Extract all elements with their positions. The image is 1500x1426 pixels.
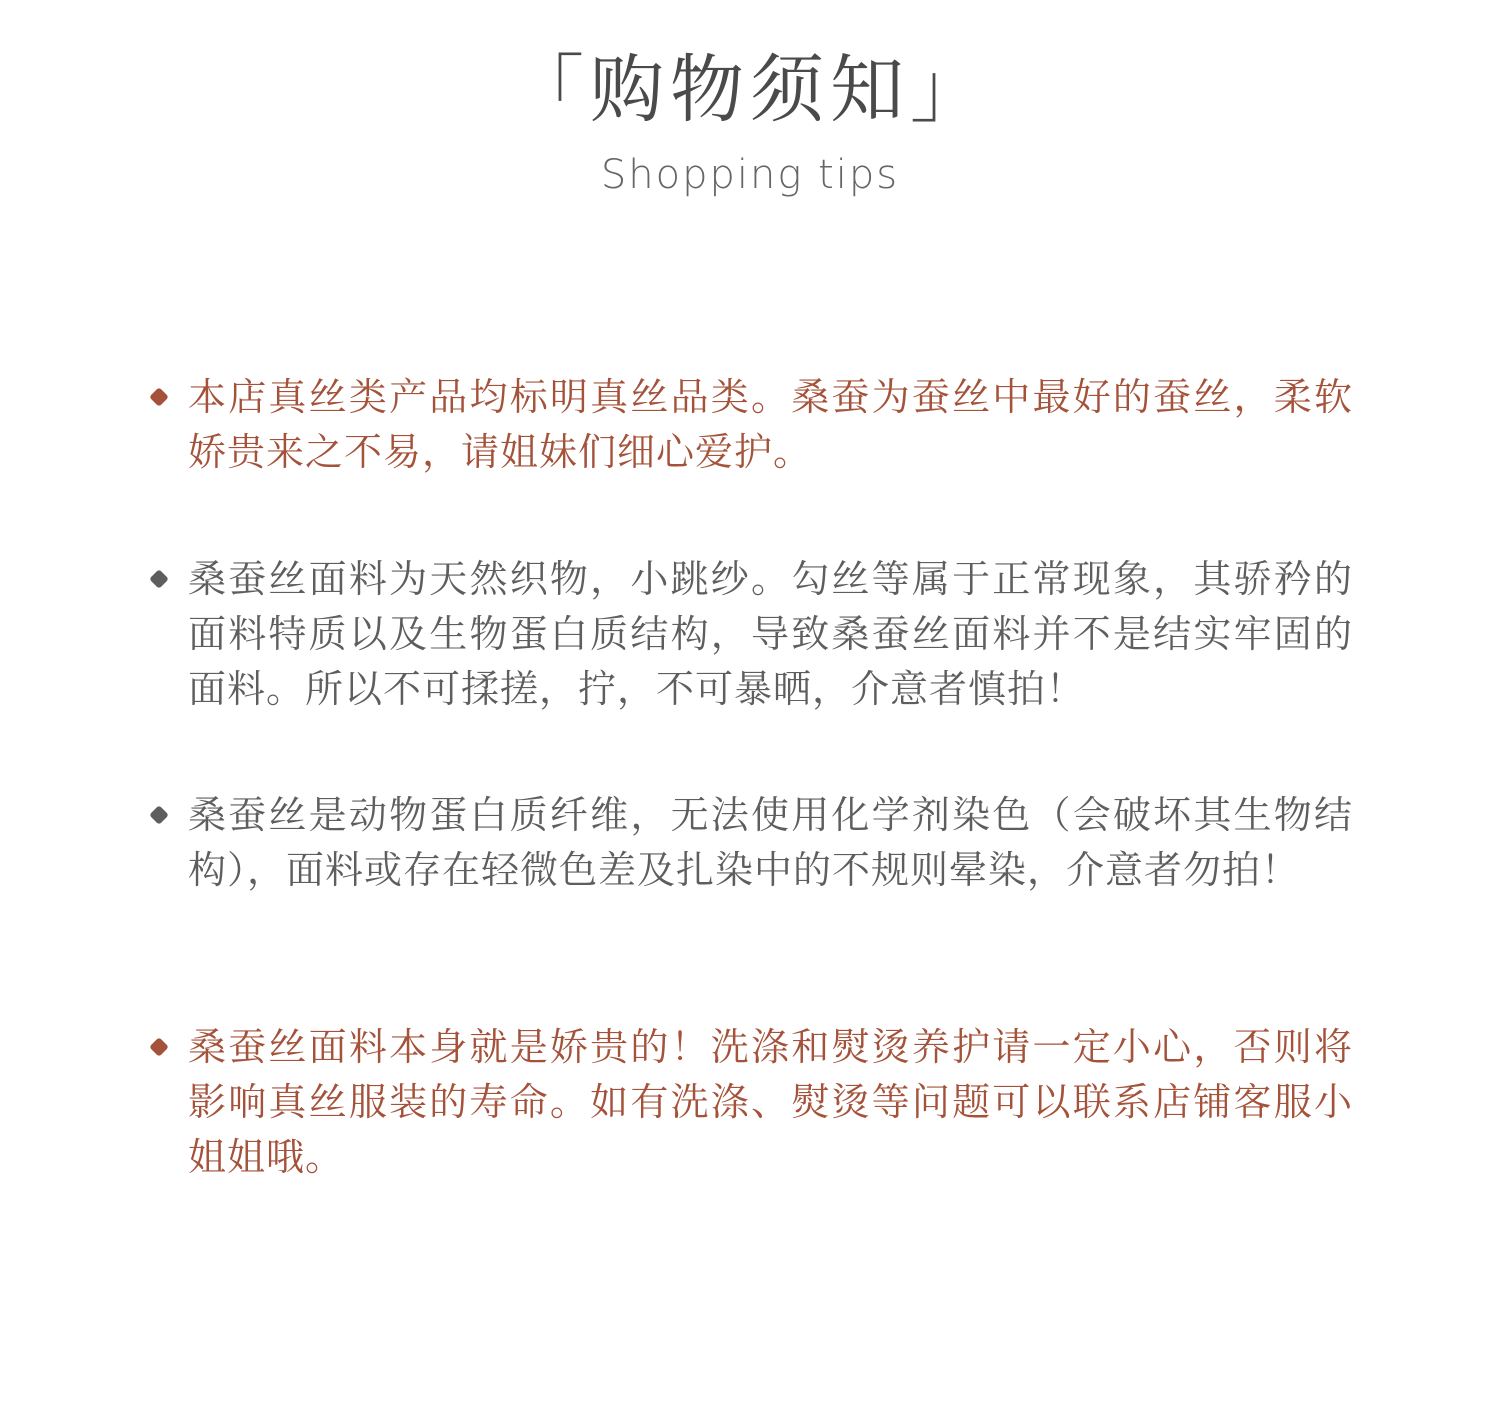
page-subtitle: Shopping tips [600,152,900,198]
tip-text: 本店真丝类产品均标明真丝品类。桑蚕为蚕丝中最好的蚕丝，柔软娇贵来之不易，请姐妹们细心爱护。 [188,375,1353,474]
tip-text: 桑蚕丝面料本身就是娇贵的！洗涤和熨烫养护请一定小心，否则将影响真丝服装的寿命。如有洗涤、熨烫等问题可以联系店铺客服小姐姐哦。 [188,1025,1353,1179]
diamond-bullet-icon [148,804,170,826]
diamond-bullet-icon [148,386,170,408]
page-title: 「购物须知」 [510,47,990,133]
diamond-bullet-icon [148,1036,170,1058]
tip-text: 桑蚕丝是动物蛋白质纤维，无法使用化学剂染色（会破坏其生物结构），面料或存在轻微色差及扎染中的不规则晕染，介意者勿拍！ [188,793,1353,892]
tip-text: 桑蚕丝面料为天然织物，小跳纱。勾丝等属于正常现象，其骄矜的面料特质以及生物蛋白质结构，导致桑蚕丝面料并不是结实牢固的面料。所以不可揉搓，拧，不可暴晒，介意者慎拍！ [188,557,1353,711]
page-header [0,38,1500,200]
diamond-bullet-icon [148,568,170,590]
